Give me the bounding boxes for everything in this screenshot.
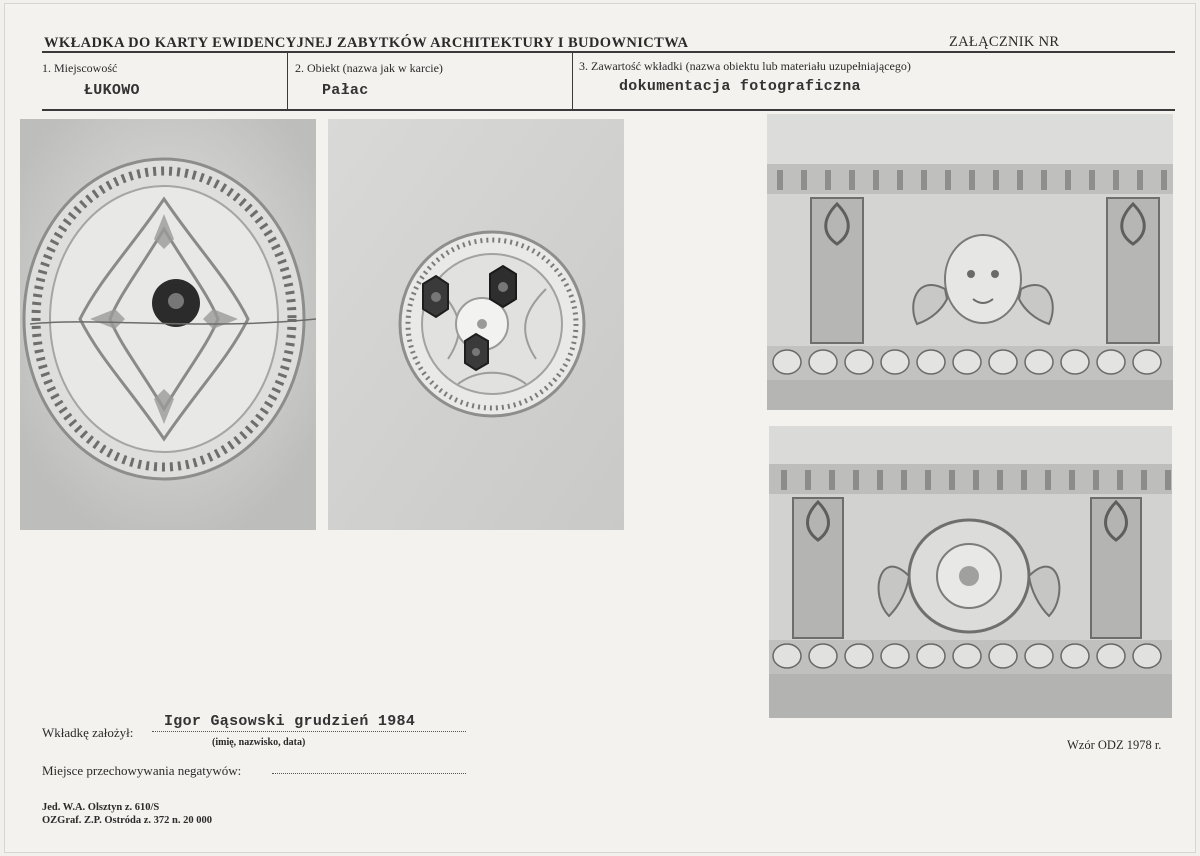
object-value: Pałac: [322, 82, 369, 99]
content-label: 3. Zawartość wkładki (nazwa obiektu lub materiału uzupełniającego): [579, 59, 911, 73]
print-info-line-1: Jed. W.A. Olsztyn z. 610/S: [42, 802, 160, 813]
round-ceiling-rosette-with-lamp-photo: [328, 119, 624, 530]
field-divider-2: [572, 53, 573, 111]
created-by-label: Wkładkę założył:: [42, 725, 134, 740]
frieze-with-cherub-photo: [767, 114, 1173, 410]
attachment-number-label: ZAŁĄCZNIK NR: [949, 34, 1060, 50]
print-info-line-2: OZGraf. Z.P. Ostróda z. 372 n. 20 000: [42, 815, 212, 826]
content-value: dokumentacja fotograficzna: [619, 78, 861, 95]
locality-label: 1. Miejscowość: [42, 61, 118, 75]
created-by-value: Igor Gąsowski grudzień 1984: [164, 713, 416, 730]
created-by-hint: (imię, nazwisko, data): [212, 737, 306, 748]
header-rule: [42, 51, 1175, 53]
negatives-location-underline: [272, 773, 466, 774]
fields-rule: [42, 109, 1175, 111]
created-by-underline: [152, 731, 466, 732]
frieze-with-cartouche-photo: [769, 426, 1172, 718]
card-title: WKŁADKA DO KARTY EWIDENCYJNEJ ZABYTKÓW ARCHITEKTURY I BUDOWNICTWA: [44, 35, 689, 51]
oval-ceiling-rosette-photo: [20, 119, 316, 530]
object-label: 2. Obiekt (nazwa jak w karcie): [295, 61, 443, 75]
field-divider-1: [287, 53, 288, 111]
locality-value: ŁUKOWO: [84, 82, 140, 99]
record-card-sheet: [4, 3, 1196, 853]
negatives-location-label: Miejsce przechowywania negatywów:: [42, 763, 242, 778]
model-label: Wzór ODZ 1978 r.: [1067, 738, 1162, 752]
